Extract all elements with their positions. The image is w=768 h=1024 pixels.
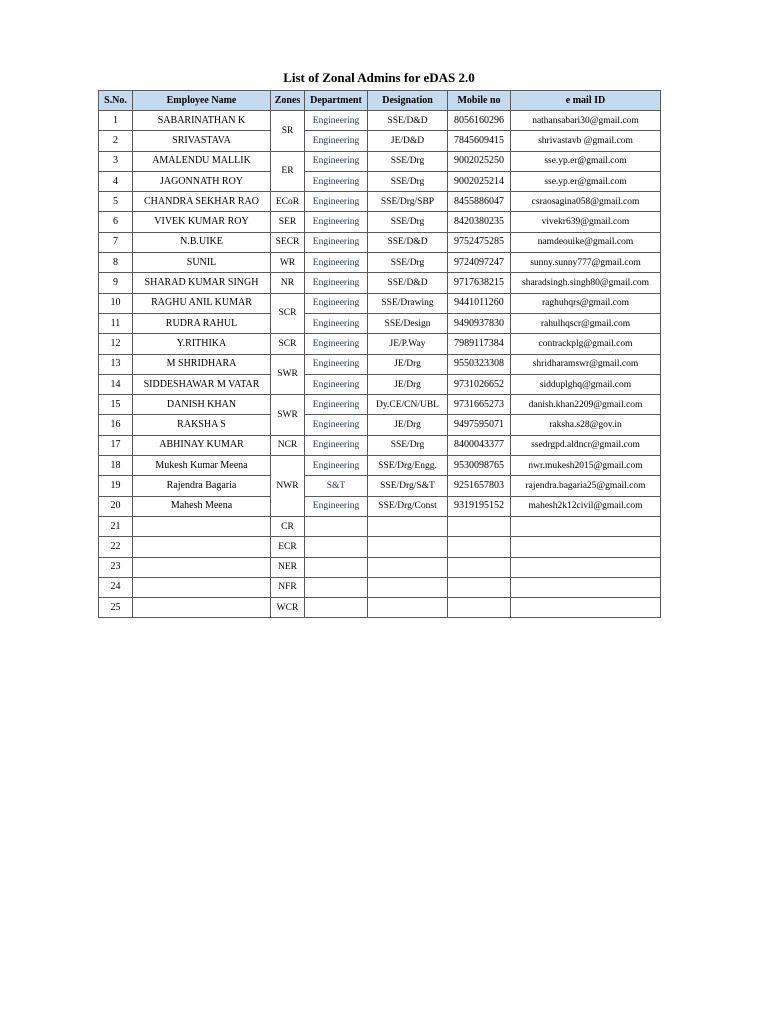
cell-department: Engineering <box>305 131 368 151</box>
cell-designation: JE/Drg <box>368 354 448 374</box>
cell-email: raghuhqrs@gmail.com <box>511 293 661 313</box>
cell-zone: NR <box>271 273 305 293</box>
cell-department <box>305 537 368 557</box>
cell-mobile: 8455886047 <box>448 192 511 212</box>
cell-employee-name: SUNIL <box>133 253 271 273</box>
cell-designation: Dy.CE/CN/UBL <box>368 395 448 415</box>
cell-department <box>305 516 368 536</box>
cell-zone: SWR <box>271 354 305 395</box>
cell-employee-name: VIVEK KUMAR ROY <box>133 212 271 232</box>
cell-designation <box>368 577 448 597</box>
cell-email <box>511 537 661 557</box>
cell-designation: JE/Drg <box>368 415 448 435</box>
cell-mobile <box>448 557 511 577</box>
cell-zone: ECR <box>271 537 305 557</box>
cell-designation: JE/Drg <box>368 374 448 394</box>
cell-sno: 22 <box>99 537 133 557</box>
cell-department: Engineering <box>305 273 368 293</box>
cell-email: vivekr639@gmail.com <box>511 212 661 232</box>
cell-mobile <box>448 537 511 557</box>
table-row <box>99 496 661 516</box>
cell-email: shridharamswr@gmail.com <box>511 354 661 374</box>
cell-designation: SSE/Drg/SBP <box>368 192 448 212</box>
cell-sno: 15 <box>99 395 133 415</box>
cell-email: sse.yp.er@gmail.com <box>511 151 661 171</box>
cell-department: Engineering <box>305 354 368 374</box>
cell-sno: 23 <box>99 557 133 577</box>
cell-employee-name: SABARINATHAN K <box>133 111 271 131</box>
cell-employee-name: N.B.UIKE <box>133 232 271 252</box>
header-email: e mail ID <box>511 91 661 111</box>
cell-employee-name: Mukesh Kumar Meena <box>133 456 271 476</box>
cell-email: danish.khan2209@gmail.com <box>511 395 661 415</box>
cell-department: Engineering <box>305 232 368 252</box>
cell-department: Engineering <box>305 415 368 435</box>
cell-designation: SSE/Drg <box>368 253 448 273</box>
cell-employee-name: SIDDESHAWAR M VATAR <box>133 374 271 394</box>
cell-designation: SSE/Drg/Const <box>368 496 448 516</box>
cell-department <box>305 598 368 618</box>
cell-mobile: 7845609415 <box>448 131 511 151</box>
cell-zone: WR <box>271 253 305 273</box>
table-row <box>99 537 661 557</box>
cell-sno: 9 <box>99 273 133 293</box>
page-title: List of Zonal Admins for eDAS 2.0 <box>283 70 475 85</box>
cell-designation: SSE/Design <box>368 313 448 333</box>
cell-designation: SSE/Drg/S&T <box>368 476 448 496</box>
table-row <box>99 577 661 597</box>
table-row <box>99 253 661 273</box>
cell-email: nathansabari30@gmail.com <box>511 111 661 131</box>
cell-sno: 12 <box>99 334 133 354</box>
cell-department: Engineering <box>305 313 368 333</box>
cell-email: mahesh2k12civil@gmail.com <box>511 496 661 516</box>
cell-sno: 24 <box>99 577 133 597</box>
cell-employee-name: AMALENDU MALLIK <box>133 151 271 171</box>
cell-zone: SECR <box>271 232 305 252</box>
cell-mobile: 9731026652 <box>448 374 511 394</box>
cell-zone: WCR <box>271 598 305 618</box>
cell-department: Engineering <box>305 395 368 415</box>
table-row <box>99 476 661 496</box>
cell-department <box>305 557 368 577</box>
cell-zone: CR <box>271 516 305 536</box>
table-row <box>99 151 661 171</box>
cell-email: namdeouike@gmail.com <box>511 232 661 252</box>
cell-designation: SSE/Drg/Engg. <box>368 456 448 476</box>
cell-employee-name: RAGHU ANIL KUMAR <box>133 293 271 313</box>
cell-email: contrackplg@gmail.com <box>511 334 661 354</box>
cell-mobile <box>448 516 511 536</box>
cell-sno: 18 <box>99 456 133 476</box>
cell-mobile: 8056160296 <box>448 111 511 131</box>
cell-department: Engineering <box>305 212 368 232</box>
cell-email: sse.yp.er@gmail.com <box>511 171 661 191</box>
cell-employee-name: JAGONNATH ROY <box>133 171 271 191</box>
cell-zone: SCR <box>271 334 305 354</box>
cell-designation <box>368 598 448 618</box>
cell-mobile: 9530098765 <box>448 456 511 476</box>
header-mobile: Mobile no <box>448 91 511 111</box>
header-department: Department <box>305 91 368 111</box>
table-row <box>99 374 661 394</box>
cell-zone: NER <box>271 557 305 577</box>
cell-employee-name: Rajendra Bagaria <box>133 476 271 496</box>
table-row <box>99 354 661 374</box>
cell-department: S&T <box>305 476 368 496</box>
table-row <box>99 435 661 455</box>
cell-zone: SR <box>271 111 305 152</box>
table-row <box>99 415 661 435</box>
cell-email <box>511 598 661 618</box>
cell-sno: 1 <box>99 111 133 131</box>
cell-department <box>305 577 368 597</box>
cell-email: ssedrgpd.aldncr@gmail.com <box>511 435 661 455</box>
cell-department: Engineering <box>305 334 368 354</box>
cell-email: rahulhqscr@gmail.com <box>511 313 661 333</box>
cell-zone: NWR <box>271 456 305 517</box>
cell-department: Engineering <box>305 496 368 516</box>
cell-designation: SSE/Drawing <box>368 293 448 313</box>
table-row <box>99 395 661 415</box>
zonal-admins-table <box>98 90 661 618</box>
cell-zone: NCR <box>271 435 305 455</box>
table-row <box>99 273 661 293</box>
header-sno: S.No. <box>99 91 133 111</box>
cell-mobile: 8420380235 <box>448 212 511 232</box>
cell-mobile <box>448 577 511 597</box>
cell-designation: SSE/Drg <box>368 151 448 171</box>
cell-sno: 20 <box>99 496 133 516</box>
cell-department: Engineering <box>305 151 368 171</box>
cell-mobile: 9731665273 <box>448 395 511 415</box>
cell-employee-name <box>133 577 271 597</box>
cell-department: Engineering <box>305 456 368 476</box>
table-row <box>99 212 661 232</box>
cell-email: nwr.mukesh2015@gmail.com <box>511 456 661 476</box>
cell-designation: SSE/D&D <box>368 273 448 293</box>
cell-department: Engineering <box>305 111 368 131</box>
cell-employee-name <box>133 516 271 536</box>
cell-department: Engineering <box>305 374 368 394</box>
cell-email: rajendra.bagaria25@gmail.com <box>511 476 661 496</box>
table-row <box>99 131 661 151</box>
cell-mobile: 9497595071 <box>448 415 511 435</box>
cell-sno: 6 <box>99 212 133 232</box>
cell-employee-name: SHARAD KUMAR SINGH <box>133 273 271 293</box>
cell-employee-name: ABHINAY KUMAR <box>133 435 271 455</box>
cell-employee-name <box>133 537 271 557</box>
cell-designation: SSE/Drg <box>368 435 448 455</box>
header-zones: Zones <box>271 91 305 111</box>
cell-mobile <box>448 598 511 618</box>
cell-sno: 16 <box>99 415 133 435</box>
cell-email <box>511 577 661 597</box>
cell-mobile: 9724097247 <box>448 253 511 273</box>
cell-designation <box>368 537 448 557</box>
cell-employee-name: RAKSHA S <box>133 415 271 435</box>
cell-department: Engineering <box>305 293 368 313</box>
table-row <box>99 192 661 212</box>
cell-email: csraosagina058@gmail.com <box>511 192 661 212</box>
cell-sno: 21 <box>99 516 133 536</box>
table-row <box>99 598 661 618</box>
cell-employee-name: CHANDRA SEKHAR RAO <box>133 192 271 212</box>
header-row <box>99 91 661 111</box>
cell-designation: SSE/D&D <box>368 111 448 131</box>
cell-sno: 5 <box>99 192 133 212</box>
cell-sno: 8 <box>99 253 133 273</box>
cell-mobile: 9319195152 <box>448 496 511 516</box>
cell-mobile: 9752475285 <box>448 232 511 252</box>
cell-mobile: 9002025214 <box>448 171 511 191</box>
cell-employee-name: Mahesh Meena <box>133 496 271 516</box>
cell-employee-name: SRIVASTAVA <box>133 131 271 151</box>
cell-employee-name: DANISH KHAN <box>133 395 271 415</box>
cell-sno: 14 <box>99 374 133 394</box>
cell-sno: 19 <box>99 476 133 496</box>
cell-mobile: 9550323308 <box>448 354 511 374</box>
table-row <box>99 313 661 333</box>
cell-sno: 25 <box>99 598 133 618</box>
cell-employee-name <box>133 598 271 618</box>
cell-employee-name <box>133 557 271 577</box>
cell-department: Engineering <box>305 435 368 455</box>
cell-mobile: 9002025250 <box>448 151 511 171</box>
cell-mobile: 9490937830 <box>448 313 511 333</box>
cell-email: sidduplghq@gmail.com <box>511 374 661 394</box>
cell-email: sharadsingh.singh80@gmail.com <box>511 273 661 293</box>
cell-mobile: 9441011260 <box>448 293 511 313</box>
cell-designation <box>368 557 448 577</box>
cell-sno: 11 <box>99 313 133 333</box>
cell-sno: 7 <box>99 232 133 252</box>
cell-department: Engineering <box>305 253 368 273</box>
cell-designation: SSE/Drg <box>368 212 448 232</box>
cell-zone: NFR <box>271 577 305 597</box>
table-row <box>99 456 661 476</box>
cell-sno: 17 <box>99 435 133 455</box>
cell-zone: SWR <box>271 395 305 436</box>
cell-sno: 13 <box>99 354 133 374</box>
cell-designation <box>368 516 448 536</box>
table-row <box>99 516 661 536</box>
table-row <box>99 111 661 131</box>
cell-email: raksha.s28@gov.in <box>511 415 661 435</box>
cell-mobile: 9251657803 <box>448 476 511 496</box>
table-row <box>99 293 661 313</box>
cell-email: shrivastavb @gmail.com <box>511 131 661 151</box>
cell-employee-name: Y.RITHIKA <box>133 334 271 354</box>
cell-email <box>511 516 661 536</box>
table-row <box>99 232 661 252</box>
cell-department: Engineering <box>305 171 368 191</box>
cell-sno: 10 <box>99 293 133 313</box>
cell-zone: SER <box>271 212 305 232</box>
cell-mobile: 8400043377 <box>448 435 511 455</box>
cell-sno: 2 <box>99 131 133 151</box>
cell-zone: ER <box>271 151 305 192</box>
cell-email <box>511 557 661 577</box>
cell-designation: SSE/Drg <box>368 171 448 191</box>
cell-designation: JE/P.Way <box>368 334 448 354</box>
cell-zone: ECoR <box>271 192 305 212</box>
cell-sno: 3 <box>99 151 133 171</box>
header-designation: Designation <box>368 91 448 111</box>
table-row <box>99 171 661 191</box>
cell-zone: SCR <box>271 293 305 334</box>
cell-sno: 4 <box>99 171 133 191</box>
cell-designation: SSE/D&D <box>368 232 448 252</box>
cell-employee-name: M SHRIDHARA <box>133 354 271 374</box>
cell-email: sunny.sunny777@gmail.com <box>511 253 661 273</box>
cell-mobile: 7989117384 <box>448 334 511 354</box>
table-row <box>99 334 661 354</box>
cell-department: Engineering <box>305 192 368 212</box>
cell-mobile: 9717638215 <box>448 273 511 293</box>
cell-designation: JE/D&D <box>368 131 448 151</box>
cell-employee-name: RUDRA RAHUL <box>133 313 271 333</box>
header-employee-name: Employee Name <box>133 91 271 111</box>
table-row <box>99 557 661 577</box>
